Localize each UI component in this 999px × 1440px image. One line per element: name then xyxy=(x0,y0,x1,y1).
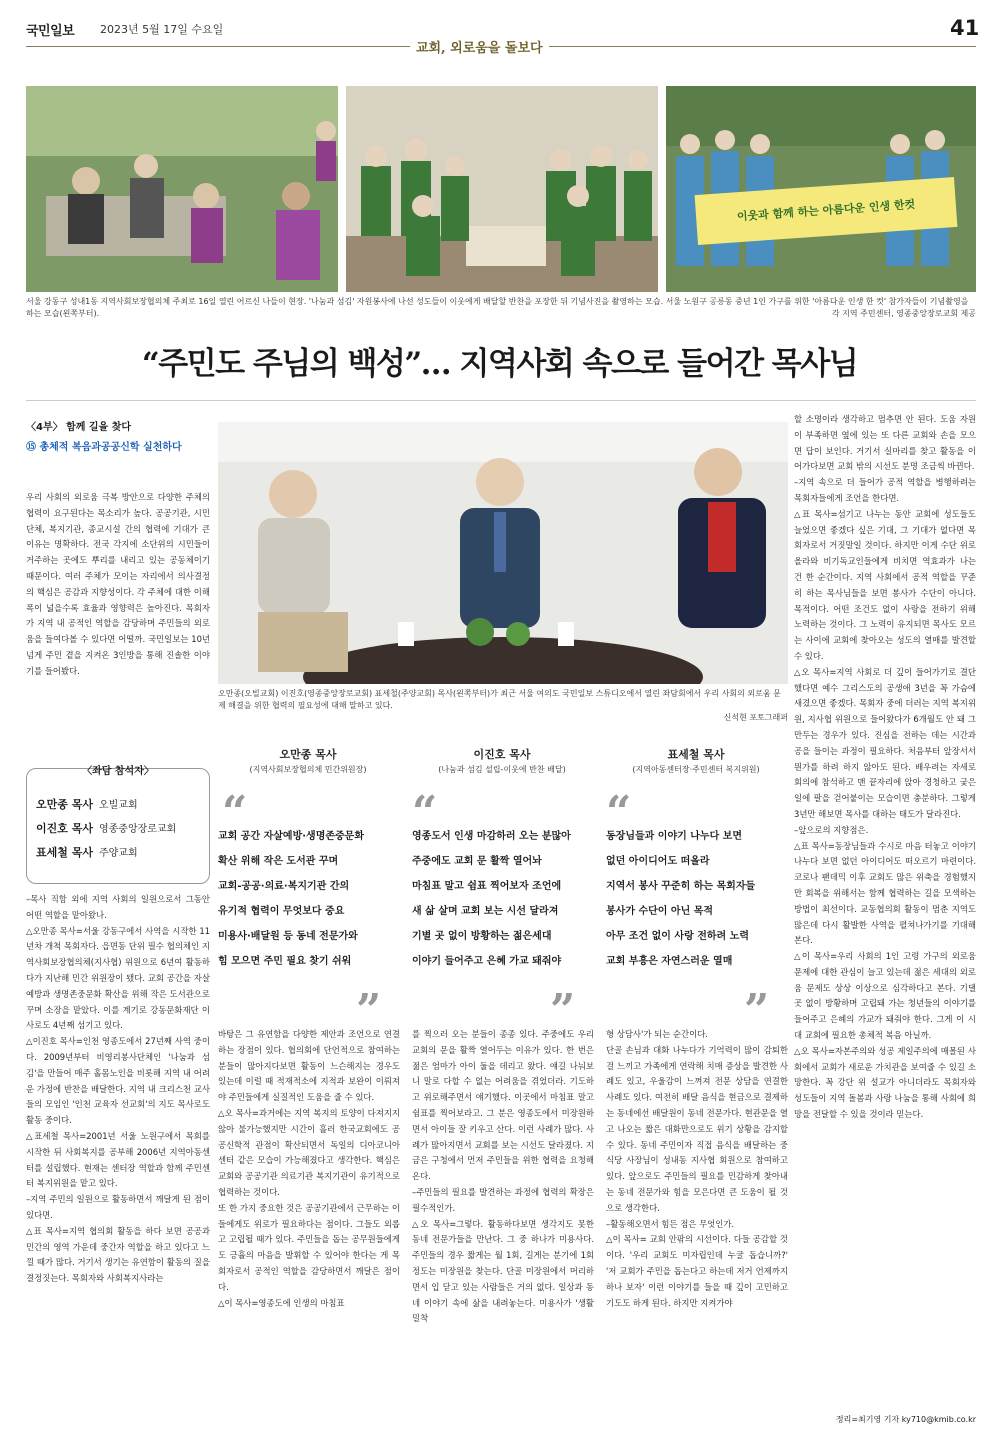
intro-text xyxy=(26,490,210,760)
panel-member-3 xyxy=(36,844,138,860)
column-text: –목사 직함 외에 지역 사회의 일원으로서 그동안 어떤 역할을 맡아왔나. △오만종 목사=서울 강동구에서 사역을 시작한 11년차 개척 목회자다. 읍면동 단위 필수 협의체인 지역사회보장협의체(지사협) 위원으로 6년여 활동하다가 지난해 민간 위원장이 됐다. 교회 공간을 자살예방과 생명존중문화 확산을 위해 작은 도서관으로 꾸며 소장을 맡았다. 이를 계기로 강동문화재단 이사로도 4년째 섬기고 있다. △이진호 목사=인천 영종도에서 27년째 사역 중이다. 2009년부터 비영리봉사단체인 '나눔과 섬김'을 만들어 매주 홀몸노인을 비롯해 지역 내 어려운 가정에 반찬을 배달한다. 지역 내 크리스천 교사들의 모임인 '인천 교육자 선교회'의 지도 목사로도 활동 중이다. △표세철 목사=2001년 서울 노원구에서 목회를 시작한 뒤 사회복지를 공부해 2006년 지역아동센터를 설립했다. 현재는 센터장 역할과 함께 주민센터 복지위원을 맡고 있다. –지역 주민의 일원으로 활동하면서 깨달게 된 점이 있다면. △표 목사=지역 협의회 활동을 하다 보면 공공과 민간의 영역 가운데 중간자 역할을 하고 있다고 느낄 때가 많다. 거기서 생기는 유연함이 활동의 질을 결정짓는다. 목회자와 사회복지사라는 xyxy=(26,894,210,1284)
close-quote-icon: ” xyxy=(550,985,576,1036)
column-text: 바탕은 그 유연함을 다양한 제안과 조언으로 연결하는 장점이 있다. 협의회에 단언적으로 참여하는 분들이 많아지다보면 활동이 느슨해지는 경우도 있는데 이럴 때 적재적소에 지적과 보완이 이뤄져야 주민들에게 실질적인 도움을 줄 수 있다. △오 목사=과거에는 지역 복지의 토양이 다져지지 않아 불가능했지만 시간이 흘러 한국교회에도 공공신학적 관점이 확산되면서 독일의 디아코니아 센터 같은 모습이 가능해졌다고 생각한다. 핵심은 교회와 공공기관 의료기관 복지기관이 유기적으로 협력하는 것이다. 또 한 가지 중요한 것은 공공기관에서 근무하는 이들에게도 위로가 필요하다는 점이다. 그들도 외롭고 고립될 때가 있다. 주민들을 돕는 공무원들에게도 긍휼의 마음을 발휘할 수 있어야 한다는 게 목회자로서 공적인 역할을 감당하면서 깨달은 점이다. △이 목사=영종도에 인생의 마침표 xyxy=(218,1029,400,1308)
column-text: 할 소명이라 생각하고 멈추면 안 된다. 도움 자원이 부족하면 옆에 있는 또 다른 교회와 손을 모으면 답이 보인다. 거기서 실마리를 찾고 활동을 이어가다보면 교회 밖의 시선도 분명 조금씩 바뀐다. –지역 속으로 더 들어가 공적 역할을 병행하려는 목회자들에게 조언을 한다면. △표 목사=섬기고 나누는 동안 교회에 성도들도 늘었으면 좋겠다 싶은 기대, 그 기대가 없다면 목회자로서 거짓말일 것이다. 하지만 이게 수단 위로 올라와 비기독교인들에게 비치면 역효과가 나는 건 한 순간이다. 지역 사회에서 공적 역할을 꾸준히 하는 목사님들을 보면 봉사가 수단이 아니다. 목적이다. 어떤 조건도 없이 사랑을 전하기 위해 노력하는 것이다. 그 노력이 유지되면 목사도 모르는 사이에 교회에 찾아오는 성도의 열매를 발견할 수 있다. △오 목사=지역 사회로 더 깊이 들어가기로 결단했다면 예수 그리스도의 공생애 3년을 꼭 가슴에 새겼으면 좋겠다. 목회자 중에 더러는 지역 복지위원, 지사협 위원으로 들어왔다가 6개월도 안 돼 그만두는 경우가 있다. 진심을 전하는 데는 시간과 공을 들이는 과정이 필요하다. 처음부터 앞장서서 뭔가를 하려 하지 않아도 된다. 배우려는 자세로 회의에 참석하고 맨 끝자리에 앉아 경청하고 궂은 일에 팔을 걷어붙이는 모습이면 충분하다. 그렇게 3년만 해보면 목사를 대하는 태도가 달라진다. –앞으로의 지향점은. △표 목사=동장님들과 수시로 마음 터놓고 이야기 나누다 보면 없던 아이디어도 떠오르기 마련이다. 코로나 팬데믹 이후 교회도 많은 위축을 경험했지만 회복을 위해서는 함께 협력하는 길을 모색하는 방법이 최선이다. 교동협의회 활동이 멈춘 지역도 많은데 다시 활발한 사역을 펼쳐나가기를 기대해본다. △이 목사=우리 사회의 1인 고령 가구의 외로움 문제에 대한 관심이 늘고 있는데 젊은 세대의 외로움 문제도 상상 이상으로 심각하다고 본다. 기댈 곳 없이 방황하며 고립돼 가는 청년들의 이야기를 들어주고 은혜의 가교가 돼줘야 한다. 그게 이 시대 교회에 필요한 총체적 복음 아닐까. △오 목사=자본주의와 성공 제일주의에 매몰된 사회에서 교회가 새로운 가치관을 보여줄 수 있길 소망한다. 꼭 강단 위 설교가 아니더라도 목회자와 성도들이 지역 돌봄과 사랑 나눔을 통해 사회에 희망을 전달할 수 있을 것이라 믿는다. xyxy=(794,414,976,1120)
quote-line: 교회 부흥은 자연스러운 열매 xyxy=(606,956,733,967)
photo-life-shot-illustration xyxy=(666,86,976,292)
quote-line: 영종도서 인생 마감하러 오는 분많아 xyxy=(412,831,571,842)
quote-line: 새 삶 살며 교회 보는 시선 달라져 xyxy=(412,906,559,917)
article-column-right xyxy=(794,412,976,1412)
photo-life-shot xyxy=(666,86,976,292)
photo-roundtable-illustration xyxy=(218,422,788,684)
quote-line: 봉사가 수단이 아닌 목적 xyxy=(606,906,714,917)
photo-volunteers xyxy=(346,86,658,292)
quote-line: 확산 위해 작은 도서관 꾸며 xyxy=(218,856,339,867)
headline-rule xyxy=(26,400,976,401)
open-quote-icon: “ xyxy=(222,787,248,838)
article-column-mid2 xyxy=(412,1027,594,1427)
quote-line: 주중에도 교회 문 활짝 열어놔 xyxy=(412,856,542,867)
panel-member-name: 이진호 목사 xyxy=(36,822,93,835)
quote-1-role: (지역사회보장협의체 민간위원장) xyxy=(249,765,367,774)
photo-outing-illustration xyxy=(26,86,338,292)
panel-member-2 xyxy=(36,820,176,836)
quote-2-lines xyxy=(412,824,602,974)
close-quote-icon: ” xyxy=(356,985,382,1036)
reporter-signature: 정리=최기영 기자 ky710@kmib.co.kr xyxy=(835,1415,976,1424)
topic-label: ⑮ 총체적 복음과공공신학 실천하다 xyxy=(26,442,182,453)
article-column-mid1 xyxy=(218,1027,400,1427)
photo-outing xyxy=(26,86,338,292)
page-number: 41 xyxy=(950,16,980,40)
quote-line: 힘 모으면 주민 필요 찾기 쉬워 xyxy=(218,956,352,967)
quote-2-role: (나눔과 섬김 설립-이웃에 반찬 배달) xyxy=(438,765,566,774)
panel-member-church: 영종중앙장로교회 xyxy=(98,824,177,835)
panel-member-name: 오만종 목사 xyxy=(36,798,93,811)
quote-line: 이야기 들어주고 은혜 가교 돼줘야 xyxy=(412,956,562,967)
panel-member-1 xyxy=(36,796,138,812)
panel-member-church: 주양교회 xyxy=(98,848,138,859)
series-label: 〈4부〉 함께 길을 찾다 xyxy=(26,422,132,433)
quote-line: 마침표 말고 쉼표 찍어보자 조언에 xyxy=(412,881,562,892)
quote-2-name: 이진호 목사 xyxy=(473,748,531,761)
panel-member-church: 오빌교회 xyxy=(98,800,138,811)
photo-credit: 각 지역 주민센터, 영종중앙장로교회 제공 xyxy=(776,308,976,320)
headline: “주민도 주님의 백성”… 지역사회 속으로 들어간 목사님 xyxy=(141,346,858,382)
issue-date: 2023년 5월 17일 수요일 xyxy=(100,23,224,36)
main-photo-credit: 신석현 포토그래퍼 xyxy=(588,712,788,724)
quote-line: 교회 공간 자살예방·생명존중문화 xyxy=(218,831,365,842)
banner-text: 이웃과 함께 하는 아름다운 인생 한컷 xyxy=(736,197,916,224)
photo-roundtable xyxy=(218,422,788,684)
quote-line: 동장님들과 이야기 나누다 보면 xyxy=(606,831,743,842)
column-text: 형 상담사'가 되는 순간이다. 단골 손님과 대화 나누다가 기억력이 많이 감퇴한 걸 느끼고 가족에게 연락해 치매 증상을 발견한 사례도 있고, 우울감이 느껴져 전문 상담을 연결한 사례도 있다. 여전히 배달 음식을 현금으로 결제하는 동네에선 배달원이 동네 전문가다. 현관문을 열고 나오는 짧은 대화만으로도 위기 상황을 감지할 수 있다. 동네 주민이자 직접 음식을 배달하는 중식당 사장님이 성내동 지사협 회원으로 참여하고 있다. 앞으로도 주민들의 필요를 민감하게 찾아내는 동네 전문가와 힘을 모은다면 큰 도움이 될 것으로 생각한다. –활동해오면서 힘든 점은 무엇인가. △이 목사= 교회 안팎의 시선이다. 다들 공감할 것이다. '우리 교회도 미자립인데 누굴 돕습니까?' '저 교회가 주민을 돕는다고 하는데 저거 언제까지 하나 보자' 이런 이야기를 들을 때 깊이 고민하고 기도도 하게 된다. 하지만 지켜가야 xyxy=(606,1029,788,1308)
article-column-left xyxy=(26,892,210,1427)
quote-line: 유기적 협력이 무엇보다 중요 xyxy=(218,906,345,917)
open-quote-icon: “ xyxy=(606,787,632,838)
close-quote-icon: ” xyxy=(744,985,770,1036)
quote-3-lines xyxy=(606,824,788,974)
article-column-mid3 xyxy=(606,1027,788,1427)
section-title: 교회, 외로움을 돌보다 xyxy=(410,37,549,56)
quote-line: 없던 아이디어도 떠올라 xyxy=(606,856,710,867)
quote-3-role: (지역아동센터장·주민센터 복지위원) xyxy=(632,765,760,774)
quote-line: 지역서 봉사 꾸준히 하는 목회자들 xyxy=(606,881,756,892)
main-photo-caption: 오만종(오빌교회) 이진호(영종중앙장로교회) 표세철(주양교회) 목사(왼쪽부터)가 최근 서울 여의도 국민일보 스튜디오에서 열린 좌담회에서 우리 사회의 외로움 문제 해결을 위한 협력의 필요성에 대해 말하고 있다. xyxy=(218,689,781,710)
panel-member-name: 표세철 목사 xyxy=(36,846,93,859)
photo-volunteers-illustration xyxy=(346,86,658,292)
panel-title: 〈좌담 참석자〉 xyxy=(82,766,154,777)
intro-paragraph: 우리 사회의 외로움 극복 방안으로 다양한 주체의 협력이 요구된다는 목소리가 높다. 공공기관, 시민단체, 복지기관, 종교시설 간의 협력에 기대가 큰 이유는 명확하다. 전국 각지에 소단위의 시민들이 거주하는 곳에도 뿌리를 내리고 있는 공동체이기 때문이다. 여러 주체가 모이는 자리에서 의사결정의 핵심은 공감과 지향성이다. 각 주체에 대한 이해폭이 넓을수록 효율과 영향력은 높아진다. 목회자가 지역 내 공적인 역할을 감당하며 주민들의 외로움을 들여다볼 수 있다면 어떨까. 국민일보는 10년 넘게 주민 곁을 지켜온 3인방을 통해 진솔한 이야기를 들어봤다. xyxy=(26,492,210,676)
quote-line: 미용사·배달원 등 동네 전문가와 xyxy=(218,931,358,942)
quote-line: 기별 곳 없이 방황하는 젊은세대 xyxy=(412,931,552,942)
photo-caption: 서울 강동구 성내1동 지역사회보장협의체 주최로 16일 열린 어르신 나들이 현장. '나눔과 섬김' 자원봉사에 나선 성도들이 이웃에게 배달할 반찬을 포장한 뒤 기념사진을 촬영하는 모습. 서울 노원구 공릉동 중년 1인 가구를 위한 '아름다운 인생 한 컷' 참가자들이 기념촬영을 하는 모습(왼쪽부터). xyxy=(26,297,969,318)
column-text: 를 찍으러 오는 분들이 종종 있다. 주중에도 우리 교회의 문을 활짝 열어두는 이유가 있다. 한 번은 젊은 엄마가 아이 둘을 데리고 왔다. 얘길 나눠보니 말로 다할 수 없는 어려움을 겪었더라. 기도하고 위로해주면서 얘기했다. 이곳에서 마침표 말고 쉼표를 찍어보라고. 그 분은 영종도에서 미장원하면서 아이들 잘 키우고 산다. 이런 사례가 많다. 사례가 많아지면서 교회를 보는 시선도 달라졌다. 지금은 구청에서 먼저 주민들을 위한 협력을 요청해 온다. –주민들의 필요를 발견하는 과정에 협력의 확장은 필수적인가. △오 목사=그렇다. 활동하다보면 생각지도 못한 동네 전문가들을 만난다. 그 중 하나가 미용사다. 주민들의 경우 짧게는 월 1회, 길게는 분기에 1회 정도는 미장원을 찾는다. 단골 미장원에서 머리하면서 입 닫고 있는 사람들은 거의 없다. 일상과 동네 이야기 속에 삶을 내려놓는다. 미용사가 '생활 밀착 xyxy=(412,1029,594,1324)
quote-line: 교회-공공·의료·복지기관 간의 xyxy=(218,881,350,892)
quote-1-name: 오만종 목사 xyxy=(279,748,337,761)
quote-3-name: 표세철 목사 xyxy=(667,748,725,761)
open-quote-icon: “ xyxy=(412,787,438,838)
quote-1-lines xyxy=(218,824,408,974)
newspaper-logo: 국민일보 xyxy=(26,24,75,39)
quote-line: 아무 조건 없이 사랑 전하려 노력 xyxy=(606,931,749,942)
